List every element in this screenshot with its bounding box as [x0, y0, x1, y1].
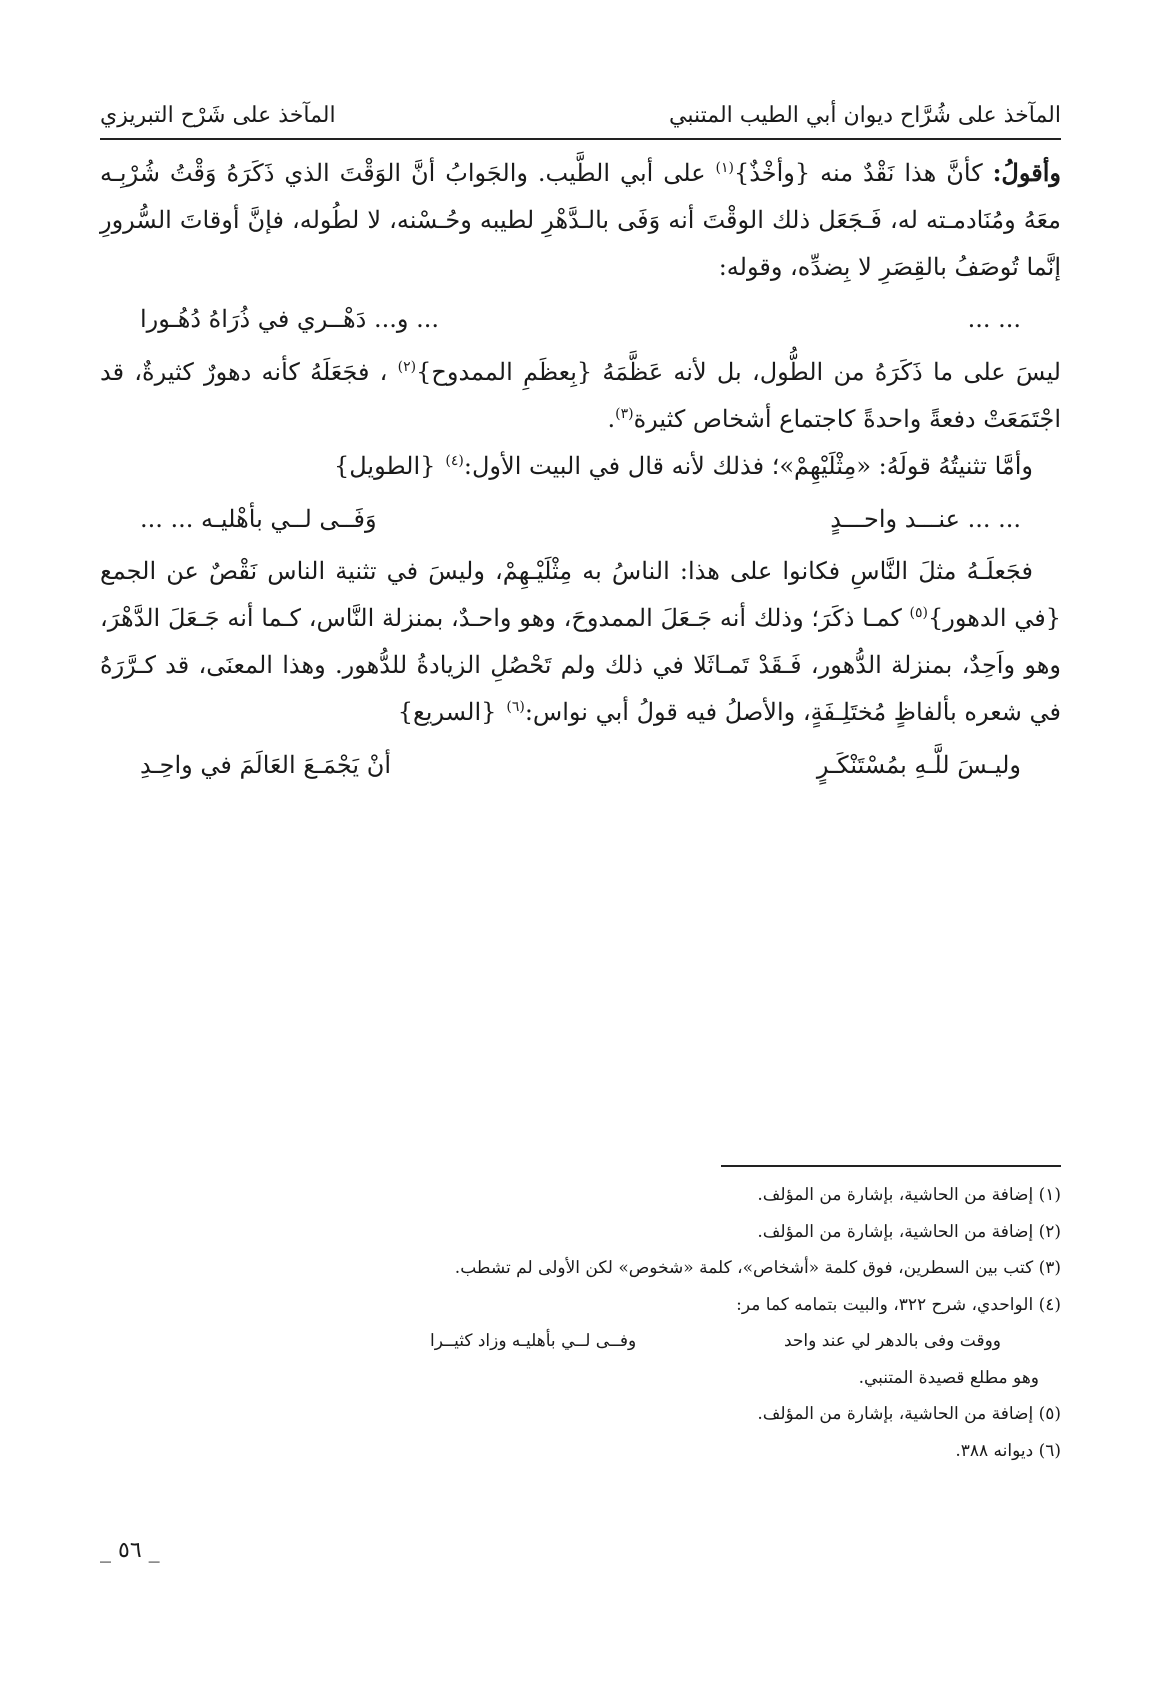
meter-label-2: {السريع} — [397, 697, 497, 726]
footnote-ref-4: (٤) — [445, 452, 464, 469]
header-section-title: المآخذ على شَرْح التبريزي — [100, 103, 336, 128]
footnote-ref-5: (٥) — [909, 605, 929, 622]
footnote-ref-6: (٦) — [506, 698, 525, 715]
verse-1 — [100, 296, 1061, 343]
footnote-3: (٣) كتب بين السطرين، فوق كلمة «أشخاص»، كلمة «شخوص» لكن الأولى لم تشطب. — [454, 1258, 1061, 1279]
p4-text-1: فجَعلَـهُ مثلَ النَّاسِ فكانوا على هذا: الناسُ به مِثْلَيْـهِمْ، وليسَ في تثنية الناس نَقْصٌ عن الجمع {في الدهور} — [100, 557, 1062, 633]
verse-1-first-hemistich: ... ... — [967, 305, 1021, 334]
paragraph-1 — [100, 150, 1061, 290]
verse-2-second-hemistich: وَفَــى لــي بأهْليـه ... ... — [140, 504, 377, 533]
main-text — [100, 150, 1061, 794]
footnote-4: (٤) الواحدي، شرح ٣٢٢، والبيت بتمامه كما مر: — [736, 1294, 1061, 1315]
footnote-5: (٥) إضافة من الحاشية، بإشارة من المؤلف. — [757, 1404, 1061, 1425]
paragraph-2 — [100, 349, 1061, 443]
footnote-4-verse-first: ووقت وفى بالدهر لي عند واحد — [783, 1331, 1001, 1352]
verse-3-second-hemistich: أنْ يَجْمَـعَ العَالَمَ في واحِـدِ — [140, 750, 392, 779]
footnote-ref-2: (٢) — [397, 359, 417, 376]
p2-text-3: . — [607, 404, 616, 433]
header-book-title: المآخذ على شُرَّاح ديوان أبي الطيب المتنبي — [669, 103, 1061, 128]
footnote-ref-1: (١) — [715, 160, 734, 176]
p1-text-1: كأنَّ هذا نَقْدٌ منه {وأخْذٌ} — [733, 159, 993, 187]
paragraph-4 — [100, 548, 1061, 735]
running-header — [100, 88, 1061, 140]
footnotes — [100, 1165, 1061, 1469]
footnote-1: (١) إضافة من الحاشية، بإشارة من المؤلف. — [757, 1185, 1061, 1205]
footnote-4-verse-second: وفــى لــي بأهليـه وزاد كثيــرا — [430, 1331, 637, 1352]
footnote-separator — [721, 1165, 1061, 1167]
p3-text-1: وأمَّا تثنيتُهُ قولَهُ: «مِثْلَيْهِمْ»؛ فذلك لأنه قال في البيت الأول: — [463, 451, 1033, 480]
p2-text-1: ليسَ على ما ذَكَرَهُ من الطُّول، بل لأنه عَظَّمَهُ {بِعظَمِ الممدوح} — [416, 358, 1061, 387]
footnote-4-verse — [100, 1323, 1061, 1360]
page-number: _ ٥٦ _ — [100, 1538, 160, 1563]
footnote-6: (٦) ديوانه ٣٨٨. — [955, 1440, 1061, 1461]
verse-2 — [100, 496, 1061, 543]
paragraph-3 — [100, 443, 1061, 490]
p4-text-2: كمـا ذكَرَ؛ وذلك أنه جَـعَلَ الممدوحَ، وهو واحـدٌ، بمنزلة النَّاس، كـما أنه جَـعَلَ الدَّهْرَ، وهو واَحِدٌ، بمنزلة الدُّهور، فَـقَدْ تَمـاثَلا في ذلك ولم تَحْصُلِ الزيادةُ للدُّهور. وهذا المعنَى، قد كـرَّرَهُ في شعره بألفاظٍ مُختَلِـفَةٍ، والأصلُ فيه قولُ أبي نواس: — [100, 604, 1061, 726]
footnote-ref-3: (٣) — [615, 405, 634, 422]
footnote-2: (٢) إضافة من الحاشية، بإشارة من المؤلف. — [757, 1221, 1061, 1242]
meter-label-1: {الطويل} — [333, 451, 436, 480]
verse-1-second-hemistich: ... و... دَهْــري في ذُرَاهُ دُهُـورا — [140, 305, 439, 334]
p1-text-2: على أبي الطَّيب. والجَوابُ أنَّ الوَقْتَ الذي ذَكَرَهُ وَقْتُ شُرْبِـه معَهُ ومُنَادمـته له، فَـجَعَل ذلك الوقْتَ أنه وَفَى بالـدَّهْرِ لطيبه وحُـسْنه، لا لطُوله، فإنَّ أوقاتَ السُّرورِ إنَّما تُوصَفُ بالقِصَرِ لا بِضدِّه، وقوله: — [100, 159, 1061, 281]
lead-word: وأقولُ: — [992, 158, 1061, 187]
p2-text-2: ، فجَعَلَهُ كأنه دهورٌ كثيرةٌ، قد اجْتَمَعَتْ دفعةً واحدةً كاجتماع أشخاص كثيرة — [100, 358, 1061, 433]
verse-3 — [100, 742, 1061, 789]
verse-2-first-hemistich: ... ... عنـــد واحـــدٍ — [830, 504, 1021, 533]
verse-3-first-hemistich: وليـسَ للَّـهِ بمُسْتَنْكَـرٍ — [816, 750, 1021, 779]
footnote-4-continuation: وهو مطلع قصيدة المتنبي. — [858, 1367, 1039, 1388]
